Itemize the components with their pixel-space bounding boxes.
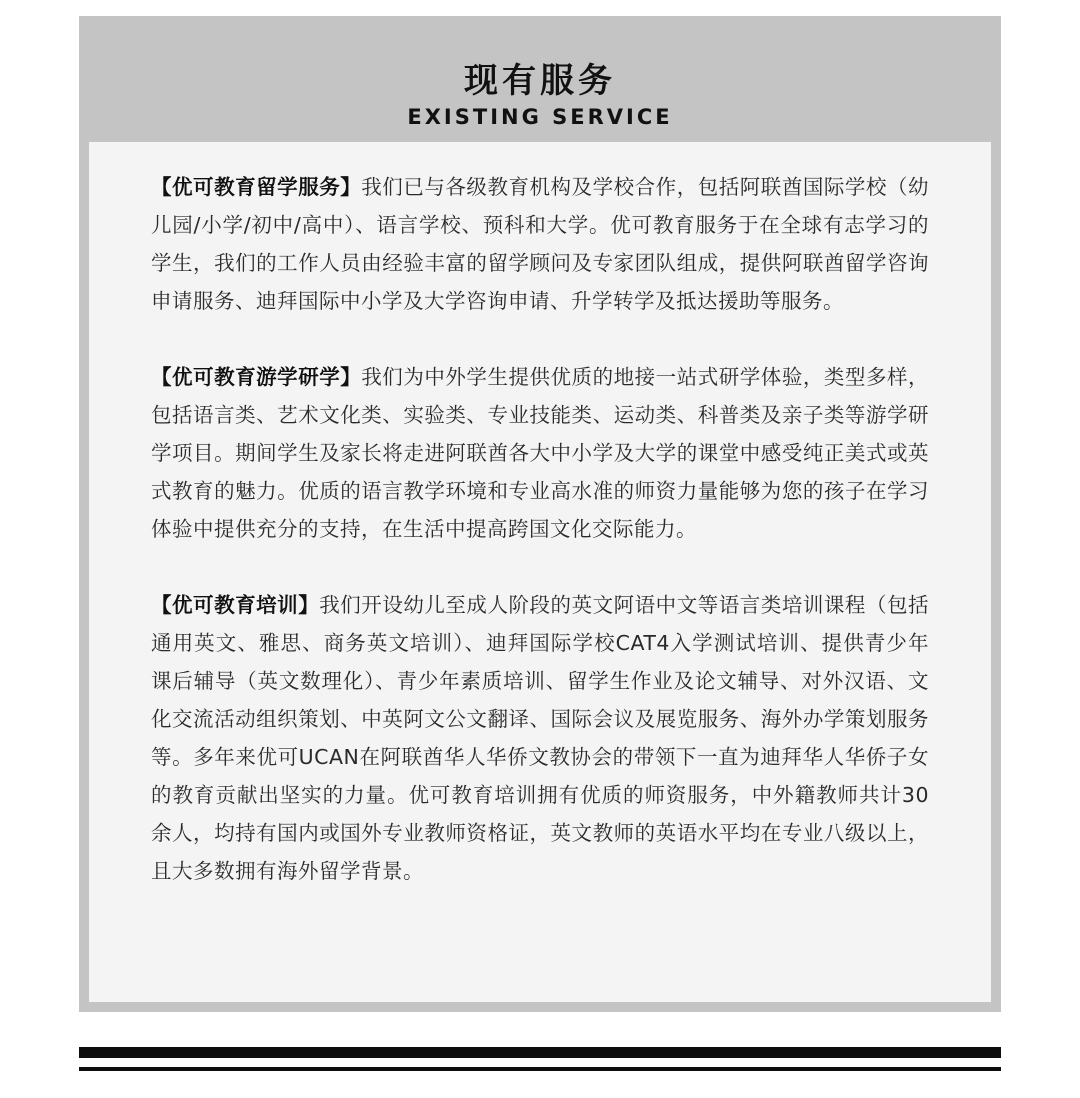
section-body: 我们已与各级教育机构及学校合作，包括阿联酋国际学校（幼儿园/小学/初中/高中）、语言学校、预科和大学。优可教育服务于在全球有志学习的学生，我们的工作人员由经验丰富的留学顾问及专家团队组成，提供阿联酋留学咨询申请服务、迪拜国际中小学及大学咨询申请、升学转学及抵达援助等服务。 [151, 175, 930, 313]
section-body: 我们为中外学生提供优质的地接一站式研学体验，类型多样，包括语言类、艺术文化类、实验类、专业技能类、运动类、科普类及亲子类等游学研学项目。期间学生及家长将走进阿联酋各大中小学及大学的课堂中感受纯正美式或英式教育的魅力。优质的语言教学环境和专业高水准的师资力量能够为您的孩子在学习体验中提供充分的支持，在生活中提高跨国文化交际能力。 [151, 365, 930, 541]
page-subtitle: EXISTING SERVICE [407, 105, 673, 129]
section-heading: 【优可教育留学服务】 [151, 175, 362, 199]
page-title: 现有服务 [464, 61, 616, 101]
card-header [89, 26, 991, 142]
divider-thick [79, 1047, 1001, 1058]
section-study-tour [151, 358, 929, 548]
section-training [151, 586, 929, 890]
section-study-abroad [151, 168, 929, 320]
section-body: 我们开设幼儿至成人阶段的英文阿语中文等语言类培训课程（包括通用英文、雅思、商务英文培训）、迪拜国际学校CAT4入学测试培训、提供青少年课后辅导（英文数理化）、青少年素质培训、留学生作业及论文辅导、对外汉语、文化交流活动组织策划、中英阿文公文翻译、国际会议及展览服务、海外办学策划服务等。多年来优可UCAN在阿联酋华人华侨文教协会的带领下一直为迪拜华人华侨子女的教育贡献出坚实的力量。优可教育培训拥有优质的师资服务，中外籍教师共计30余人，均持有国内或国外专业教师资格证，英文教师的英语水平均在专业八级以上，且大多数拥有海外留学背景。 [151, 593, 930, 883]
section-heading: 【优可教育游学研学】 [151, 365, 362, 389]
card-content [89, 142, 991, 1002]
divider-thin [79, 1067, 1001, 1071]
service-card [79, 16, 1001, 1012]
section-heading: 【优可教育培训】 [151, 593, 320, 617]
